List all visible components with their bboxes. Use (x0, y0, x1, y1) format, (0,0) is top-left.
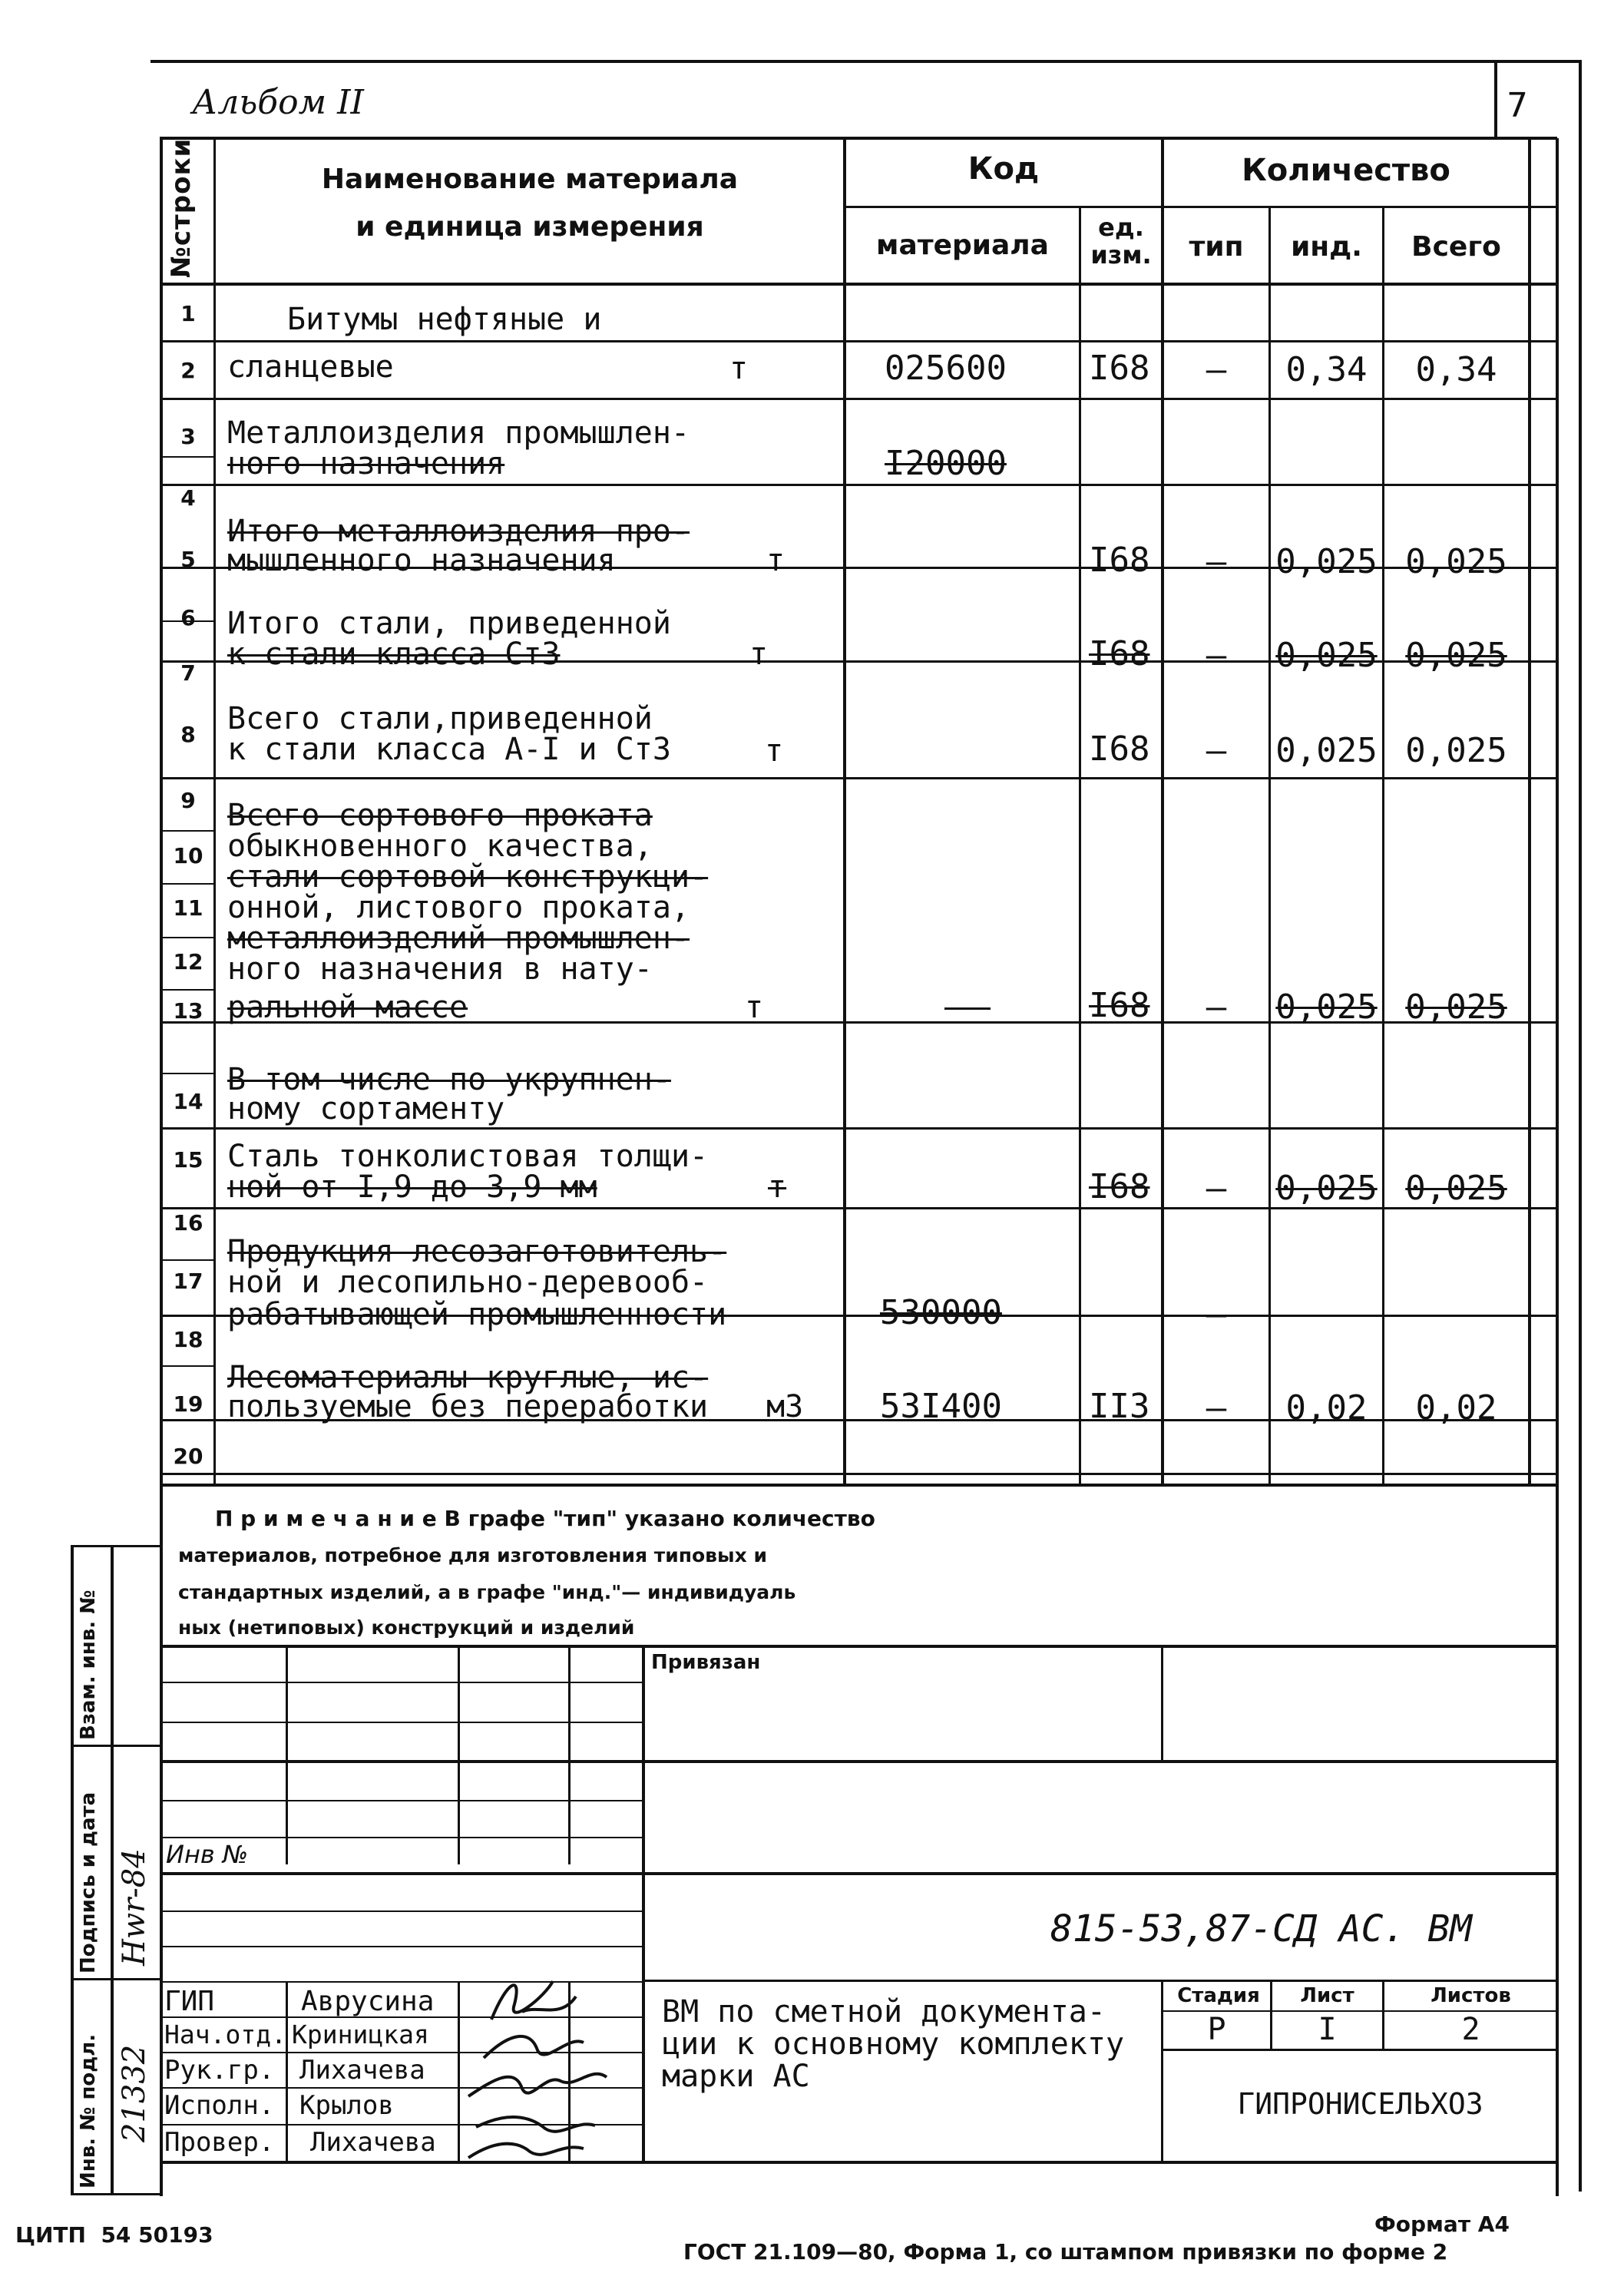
handwritten-signatures (461, 1950, 645, 2165)
total-value: 0,34 (1415, 350, 1497, 389)
ind-value: 0,02 (1285, 1388, 1368, 1427)
material-text: Сталь тонколистовая толщи- (227, 1139, 709, 1174)
row-number: 1 (180, 301, 196, 326)
page-number-box-right (1556, 138, 1559, 2196)
ind-value: 0,025 (1275, 1169, 1378, 1208)
unit-text: т (745, 990, 764, 1025)
material-text: к стали класса А-I и Ст3 (227, 732, 671, 767)
sheets-label: Листов (1431, 1984, 1511, 2007)
unit-code: I68 (1089, 1167, 1150, 1206)
total-value: 0,025 (1405, 731, 1507, 770)
unit-code: I68 (1089, 729, 1150, 769)
signatory-name: Аврусина (301, 1986, 435, 2017)
organization-name: ГИПРОНИСЕЛЬХОЗ (1237, 2087, 1483, 2121)
vzam-inv-label: Взам. инв. № (77, 1590, 100, 1740)
code-dash (944, 1007, 991, 1010)
format-label: Формат А4 (1374, 2211, 1510, 2237)
material-text: ной и лесопильно-деревооб- (227, 1265, 709, 1300)
ind-value: 0,025 (1275, 731, 1378, 770)
material-text: рабатывающей промышленности (227, 1297, 727, 1332)
signatory-name: Лихачева (310, 2127, 436, 2158)
material-text: сланцевые (227, 349, 394, 385)
row-number: 2 (180, 358, 196, 383)
role-label: Исполн. (164, 2090, 275, 2121)
unit-code: I68 (1089, 541, 1150, 580)
note-line: ных (нетиповых) конструкций и изделий (178, 1616, 635, 1639)
type-value: – (1206, 542, 1227, 581)
type-value: – (1206, 731, 1227, 770)
unit-text: т (768, 1169, 787, 1205)
material-text: Лесоматериалы круглые, ис- (227, 1360, 709, 1395)
material-text: В том числе по укрупнен- (227, 1062, 671, 1097)
page-number: 7 (1507, 86, 1528, 125)
total-value: 0,02 (1415, 1388, 1497, 1427)
material-text: ному сортаменту (227, 1091, 505, 1126)
row-number: 6 (180, 605, 196, 630)
row-number-header: №строки (166, 137, 197, 278)
note-line: материалов, потребное для изготовления типовых и (178, 1544, 767, 1566)
row-number: 18 (173, 1327, 203, 1352)
citp-label: ЦИТП 54 50193 (15, 2222, 213, 2248)
total-value: 0,025 (1405, 987, 1507, 1027)
material-text: мышленного назначения (227, 543, 616, 578)
unit-text: м3 (766, 1389, 804, 1424)
page-number-box-left (1494, 61, 1497, 138)
name-header-line2: и единица измерения (356, 211, 704, 243)
unit-text: т (749, 637, 769, 672)
inv-podl-label: Инв. № подл. (77, 2033, 100, 2188)
row-number: 12 (173, 949, 203, 974)
row-number: 3 (180, 424, 196, 449)
material-text: ной от I,9 до 3,9 мм (227, 1169, 597, 1205)
row-number: 14 (173, 1089, 203, 1114)
material-text: Металлоизделия промышлен- (227, 415, 690, 451)
role-label: Нач.отд. (164, 2020, 286, 2049)
total-value: 0,025 (1405, 636, 1507, 675)
role-label: ГИП (164, 1986, 215, 2017)
row-number: 16 (173, 1210, 203, 1236)
material-text: стали сортовой конструкци- (227, 859, 709, 895)
row-number: 19 (173, 1391, 203, 1417)
material-code: I20000 (885, 444, 1007, 483)
gost-label: ГОСТ 21.109—80, Форма 1, со штампом привязки по форме 2 (683, 2239, 1448, 2264)
unit-text: т (729, 351, 749, 386)
role-label: Провер. (164, 2127, 275, 2158)
unit-text: т (766, 543, 786, 578)
sheet-value: I (1318, 2012, 1337, 2047)
material-text: пользуемые без переработки (227, 1389, 709, 1424)
quantity-header: Количество (1242, 153, 1450, 188)
album-label: Альбом II (192, 83, 364, 122)
unit-code: I68 (1089, 349, 1150, 388)
row-number: 17 (173, 1269, 203, 1294)
privyazan-label: Привязан (651, 1651, 761, 1674)
unit-code: I68 (1089, 634, 1150, 673)
ind-value: 0,025 (1275, 636, 1378, 675)
stage-label: Стадия (1177, 1984, 1260, 2007)
doc-title-line: ции к основному комплекту (662, 2026, 1125, 2062)
inv-podl-value: 21332 (117, 2044, 152, 2142)
name-header-line1: Наименование материала (321, 164, 739, 195)
qty-ind-header: инд. (1291, 231, 1362, 263)
material-text: Итого стали, приведенной (227, 606, 671, 641)
qty-total-header: Всего (1411, 231, 1501, 263)
note-line: П р и м е ч а н и е В графе "тип" указано количество (215, 1506, 875, 1531)
unit-code: II3 (1089, 1387, 1150, 1426)
material-text: Всего сортового проката (227, 798, 653, 833)
material-text: ного назначения в нату- (227, 951, 653, 987)
date-value: Hwr-84 (117, 1848, 152, 1966)
row-number: 5 (180, 547, 196, 572)
doc-title-line: ВМ по сметной документа- (662, 1994, 1106, 2030)
material-text: к стали класса Ст3 (227, 637, 561, 672)
row-number: 9 (180, 788, 196, 813)
material-text: Итого металлоизделия про- (227, 514, 690, 549)
material-code: 530000 (880, 1293, 1002, 1332)
code-unit-header: ед. изм. (1090, 213, 1152, 270)
code-material-header: материала (876, 230, 1049, 261)
inv-no-label: Инв № (166, 1840, 249, 1869)
frame-right-line (1579, 60, 1582, 2192)
material-code: 53I400 (880, 1387, 1002, 1426)
code-header: Код (967, 151, 1040, 187)
material-text: Битумы нефтяные и (287, 302, 602, 337)
sheet-label: Лист (1300, 1984, 1354, 2007)
signatory-name: Лихачева (299, 2055, 425, 2086)
signatory-name: Крылов (299, 2090, 394, 2121)
row-number: 15 (173, 1147, 203, 1173)
material-text: Продукция лесозаготовитель- (227, 1234, 727, 1269)
row-number: 8 (180, 722, 196, 747)
frame-top-line (150, 60, 1580, 63)
row-number: 13 (173, 998, 203, 1024)
qty-type-header: тип (1189, 231, 1244, 263)
note-line: стандартных изделий, а в графе "инд."— индивидуаль (178, 1581, 796, 1603)
type-value: – (1206, 1388, 1227, 1427)
ind-value: 0,025 (1275, 542, 1378, 581)
row-number: 7 (180, 660, 196, 686)
material-text: обыкновенного качества, (227, 829, 653, 864)
material-text: Всего стали,приведенной (227, 701, 653, 736)
type-value: – (1206, 1295, 1227, 1334)
row-number: 10 (173, 843, 203, 868)
row-number: 4 (180, 485, 196, 511)
type-value: – (1206, 350, 1227, 389)
unit-text: т (765, 733, 784, 769)
material-text: металлоизделий промышлен- (227, 921, 690, 956)
role-label: Рук.гр. (164, 2055, 275, 2086)
unit-code: I68 (1089, 986, 1150, 1025)
material-code: 025600 (885, 349, 1007, 388)
total-value: 0,025 (1405, 1169, 1507, 1208)
type-value: – (1206, 1169, 1227, 1208)
material-text: онной, листового проката, (227, 890, 690, 925)
type-value: – (1206, 987, 1227, 1027)
material-text: ного назначения (227, 446, 505, 481)
sheets-value: 2 (1461, 2012, 1480, 2047)
podpis-data-label: Подпись и дата (77, 1791, 100, 1973)
ind-value: 0,34 (1285, 350, 1368, 389)
type-value: – (1206, 636, 1227, 675)
signatory-name: Криницкая (292, 2020, 429, 2049)
row-number: 11 (173, 895, 203, 921)
doc-title-line: марки АС (662, 2059, 810, 2094)
stage-value: Р (1207, 2012, 1226, 2047)
ind-value: 0,025 (1275, 987, 1378, 1027)
total-value: 0,025 (1405, 542, 1507, 581)
document-code: 815-53,87-СД АС. ВМ (1050, 1907, 1473, 1950)
row-number: 20 (173, 1444, 203, 1469)
material-text: ральной массе (227, 990, 468, 1025)
